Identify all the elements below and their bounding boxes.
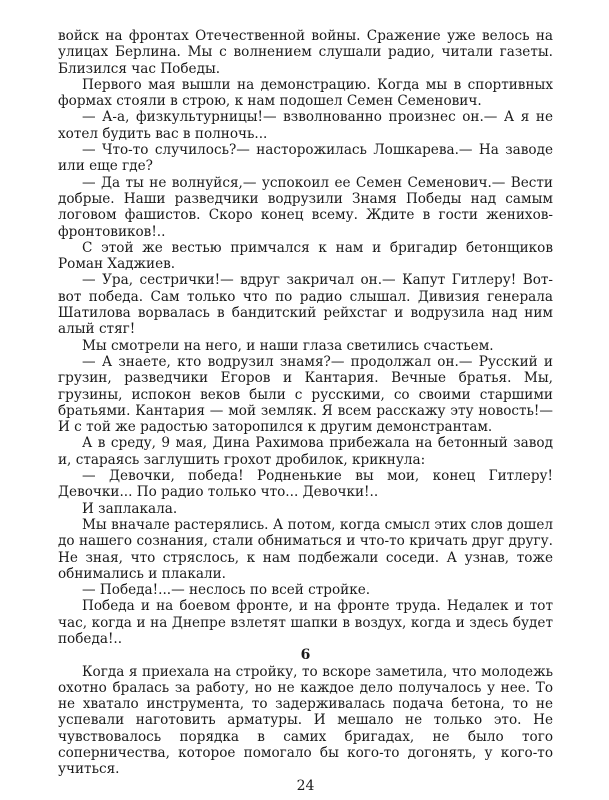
- paragraph-16: Когда я приехала на стройку, то вскоре заметила, что молодежь охотно бралась за работу, но не каждое дело получалось у нее. То не хватало инструмента, то задерживалась подача бетона, то не успевали наготовить арматуры. И мешало не только это. Не чувствовалось порядка в самих бригадах, не было того соперничества, которое помогало бы кого-то догонять, у кого-то учиться.: [58, 663, 553, 778]
- page-number: 24: [296, 777, 315, 794]
- paragraph-7: — Ура, сестрички!— вдруг закричал он.— Капут Гитлеру! Вот-вот победа. Сам только что по радио слышал. Дивизия генерала Шатилова ворвалась в бандитский рейхстаг и водрузила над ним алый стяг!: [58, 272, 553, 338]
- paragraph-10: А в среду, 9 мая, Дина Рахимова прибежала на бетонный завод и, стараясь заглушить грохот дробилок, крикнула:: [58, 435, 553, 468]
- paragraph-6: С этой же вестью примчался к нам и бригадир бетонщиков Роман Хаджиев.: [58, 239, 553, 273]
- paragraph-12: И заплакала.: [82, 500, 178, 517]
- paragraph-15: Победа и на боевом фронте, и на фронте труда. Недалек и тот час, когда и на Днепре взлетят шапки в воздух, когда и здесь будет победа!..: [58, 598, 553, 647]
- chapter-number: 6: [300, 647, 311, 664]
- paragraph-1: войск на фронтах Отечественной войны. Сражение уже велось на улицах Берлина. Мы с волнением слушали радио, читали газеты. Близился час Победы.: [58, 28, 553, 77]
- paragraph-8: Мы смотрели на него, и наши глаза светились счастьем.: [82, 337, 494, 354]
- paragraph-9: — А знаете, кто водрузил знамя?— продолжал он.— Русский и грузин, разведчики Егоров и Кантария. Вечные братья. Мы, грузины, испокон веков были с русскими, со своими старшими братьями. Кантария — мой земляк. Я всем расскажу эту новость!— И с той же радостью заторопился к другим демонстрантам.: [58, 353, 553, 436]
- paragraph-11: — Девочки, победа! Родненькие вы мои, конец Гитлеру! Девочки... По радио только что... Девочки!..: [58, 468, 553, 501]
- paragraph-4: — Что-то случилось?— насторожилась Лошкарева.— На заводе или еще где?: [58, 142, 553, 175]
- paragraph-3: — А-а, физкультурницы!— взволнованно произнес он.— А я не хотел будить вас в полночь...: [58, 109, 553, 142]
- paragraph-5: — Да ты не волнуйся,— успокоил ее Семен Семенович.— Вести добрые. Наши разведчики водрузили Знамя Победы над самым логовом фашистов. Скоро конец всему. Ждите в гости женихов-фронтовиков!..: [58, 174, 553, 240]
- book-page: [58, 28, 553, 794]
- paragraph-14: — Победа!...— неслось по всей стройке.: [82, 582, 371, 599]
- paragraph-13: Мы вначале растерялись. А потом, когда смысл этих слов дошел до нашего сознания, стали обниматься и что-то кричать друг другу. Не зная, что стряслось, к нам подбежали соседи. А узнав, тоже обнимались и плакали.: [58, 516, 553, 582]
- paragraph-2: Первого мая вышли на демонстрацию. Когда мы в спортивных формах стояли в строю, к нам подошел Семен Семенович.: [58, 76, 553, 110]
